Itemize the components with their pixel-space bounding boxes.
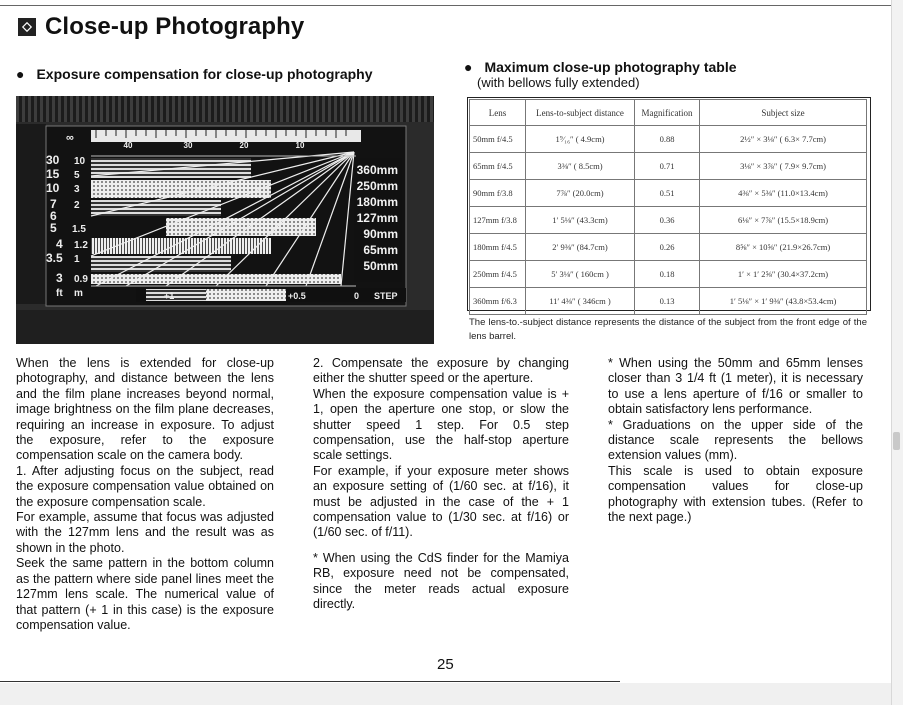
table-row [470,261,867,288]
top-scale-label: 30 [183,141,193,150]
title-row [18,13,304,41]
table-cell: 1′ 5⅛″ (43.3cm) [526,207,635,234]
lens-label: 180mm [356,195,398,209]
scrollbar-thumb[interactable] [893,432,900,450]
lens-label: 65mm [363,243,398,257]
paragraph: 1. After adjusting focus on the subject, read the exposure compensation value obtained on the exposure compensation scale. [16,463,274,509]
paragraph: When the lens is extended for close-up photography, and distance between the lens and the film plane increases beyond normal, image brightness on the film plane decreases, requiring an increase in exposure. To adjust the exposure, refer to the exposure compensation scale on the camera body. [16,356,274,463]
table-cell: 50mm f/4.5 [470,126,526,153]
table-cell: 4⅜″ × 5⅜″ (11.0×13.4cm) [700,180,867,207]
bottom-scale-label: +0.5 [288,291,306,301]
table-cell: 1⁹⁄₁₆″ ( 4.9cm) [526,126,635,153]
left-scale-m: 0.9 [74,274,88,285]
page-number: 25 [437,656,454,673]
section-heading-text: Maximum close-up photography table [484,59,737,75]
left-scale-ft: 15 [46,167,60,181]
footer-band [0,683,891,705]
table-cell: 0.71 [635,153,700,180]
paragraph: For example, if your exposure meter shows an exposure setting of (1/60 sec. at f/16), it must be adjusted in the case of the + 1 compensation value to (1/30 sec. at f/16) or (1/60 sec. of f/11). [313,463,569,540]
lens-label: 90mm [363,227,398,241]
table-cell: 8⅝″ × 10⅝″ (21.9×26.7cm) [700,234,867,261]
table-cell: 0.88 [635,126,700,153]
left-scale-ft: 3.5 [46,251,63,265]
table-row [470,234,867,261]
table-cell: 7⅞″ (20.0cm) [526,180,635,207]
table-cell: 1′ × 1′ 2⅝″ (30.4×37.2cm) [700,261,867,288]
table-header-row [470,100,867,126]
table-cell: 2½″ × 3⅛″ ( 6.3× 7.7cm) [700,126,867,153]
table-cell: 2′ 9⅜″ (84.7cm) [526,234,635,261]
left-scale-ft: 3 [56,271,63,285]
table-cell: 180mm f/4.5 [470,234,526,261]
bullet-icon: ● [464,59,473,75]
lens-label: 360mm [356,163,398,177]
table-cell: 90mm f/3.8 [470,180,526,207]
paragraph: 2. Compensate the exposure by changing either the shutter speed or the aperture. [313,356,569,386]
vertical-scrollbar[interactable] [891,0,903,705]
top-scale-label: 40 [123,141,133,150]
left-scale-m: 1 [74,254,80,265]
table-cell: 127mm f/3.8 [470,207,526,234]
paragraph: When the exposure compensation value is + 1, open the aperture one stop, or slow the shutter speed 1 step. For 0.5 step compensation, use the half-stop aperture scale settings. [313,386,569,463]
text-column-3 [608,356,863,525]
left-scale-ft: 10 [46,181,60,195]
paragraph: * When using the 50mm and 65mm lenses closer than 3 1/4 ft (1 meter), it is necessary to use a lens aperture of f/16 or smaller to obtain satisfactory lens performance. [608,356,863,417]
bottom-scale-label: +1 [164,291,175,301]
left-scale-ft: 4 [56,237,63,251]
paragraph: This scale is used to obtain exposure compensation values for close-up photography with extension tubes. (Refer to the next page.) [608,463,863,525]
table-row [470,153,867,180]
table-cell: 0.51 [635,180,700,207]
text-column-1 [16,356,274,633]
bullet-icon: ● [16,66,25,82]
exposure-scale-illustration [16,96,434,344]
diamond-box-icon [18,18,36,36]
left-scale-m: 5 [74,170,80,181]
table-row [470,288,867,315]
table-cell: 65mm f/4.5 [470,153,526,180]
lens-label: 127mm [356,211,398,225]
table-cell: 0.36 [635,207,700,234]
paragraph: For example, assume that focus was adjusted with the 127mm lens and the result was as shown in the photo. [16,510,274,555]
table-cell: 0.18 [635,261,700,288]
table-row [470,126,867,153]
bottom-scale-label: 0 [354,291,360,301]
lens-label: 250mm [356,179,398,193]
footer-rule [0,681,620,682]
page-title: Close-up Photography [45,13,305,40]
table-cell: 360mm f/6.3 [470,288,526,315]
top-scale-label: 20 [239,141,249,150]
table-header-cell: Lens-to-subject distance [526,100,635,126]
table-cell: 3⅛″ × 3⅞″ ( 7.9× 9.7cm) [700,153,867,180]
table-row [470,180,867,207]
left-scale-m: 1.2 [74,240,88,251]
section-heading-table [464,59,737,75]
left-scale-unit: ft [56,288,63,299]
table-header-cell: Lens [470,100,526,126]
closeup-table [469,99,867,315]
top-scale-label: 10 [295,141,305,150]
left-scale-ft: 30 [46,153,60,167]
table-caption: The lens-to.-subject distance represents the distance of the subject from the front edge of the lens barrel. [469,317,867,342]
left-scale-unit: m [74,288,83,299]
left-scale-m: 1.5 [72,224,86,235]
section-heading-exposure [16,66,373,82]
lens-label: 50mm [363,259,398,273]
table-cell: 1′ 5⅛″ × 1′ 9⅜″ (43.8×53.4cm) [700,288,867,315]
table-cell: 11′ 4⅜″ ( 346cm ) [526,288,635,315]
left-scale-ft: 5 [50,221,57,235]
table-cell: 0.13 [635,288,700,315]
infinity-mark: ∞ [66,132,74,144]
paragraph: Seek the same pattern in the bottom column as the pattern where side panel lines meet the 127mm lens scale. The numerical value of that pattern (+ 1 in this case) is the exposure compensation value. [16,556,274,632]
top-rule [0,5,891,6]
table-cell: 3⅜″ ( 8.5cm) [526,153,635,180]
paragraph: * When using the CdS finder for the Mamiya RB, exposure need not be compensated, since the meter reads actual exposure directly. [313,550,569,612]
table-cell: 5′ 3⅛″ ( 160cm ) [526,261,635,288]
table-subheading: (with bellows fully extended) [477,75,640,90]
section-heading-text: Exposure compensation for close-up photography [36,66,373,82]
bottom-scale-label: STEP [374,291,398,301]
table-cell: 6⅛″ × 7⅞″ (15.5×18.9cm) [700,207,867,234]
left-scale-m: 2 [74,200,80,211]
table-header-cell: Subject size [700,100,867,126]
table-cell: 250mm f/4.5 [470,261,526,288]
table-row [470,207,867,234]
left-scale-m: 10 [74,156,86,167]
left-scale-ft: 6 [50,209,57,223]
paragraph: * Graduations on the upper side of the distance scale represents the bellows extension values (mm). [608,417,863,463]
table-cell: 0.26 [635,234,700,261]
exposure-scale-photo [16,96,434,344]
left-scale-m: 3 [74,184,80,195]
text-column-2 [313,356,569,613]
table-header-cell: Magnification [635,100,700,126]
left-scale-ft: 7 [50,197,57,211]
